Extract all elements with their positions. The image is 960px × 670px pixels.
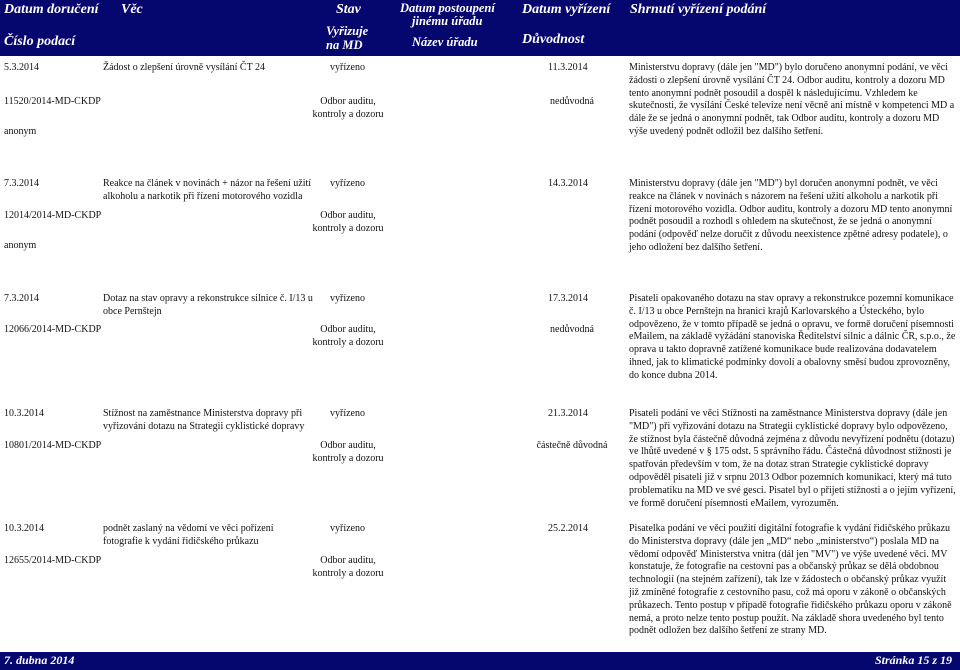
row-handler: Odbor auditu, kontroly a dozoru: [312, 96, 384, 120]
header-cislo-podaci: Číslo podací: [4, 34, 76, 49]
header-nazev-uradu: Název úřadu: [412, 35, 478, 49]
row-date: 5.3.2014: [4, 62, 39, 73]
row-date: 7.3.2014: [4, 178, 39, 189]
row-status: vyřízeno: [330, 178, 365, 189]
row-status: vyřízeno: [330, 523, 365, 534]
row-subject: Stížnost na zaměstnance Ministerstva dopravy při vyřizování dotazu na Strategii cyklistické dopravy: [103, 408, 305, 432]
row-date: 7.3.2014: [4, 293, 39, 304]
row-date: 10.3.2014: [4, 408, 44, 419]
header-datum-doruceni: Datum doručení: [4, 2, 99, 17]
header-shrnuti: Shrnutí vyřízení podání: [630, 2, 767, 17]
row-submitter: anonym: [4, 240, 37, 251]
row-date: 10.3.2014: [4, 523, 44, 534]
row-summary: Pisateli podání ve věci Stížnosti na zaměstnance Ministerstva dopravy (dále jen "MD") při vyřizování dotazu na Strategii cyklistické dopravy bylo odpovězeno, že stížnost byla částečně důvodná zejména z důvodu nevyřízení podnětu (dotazu) ve lhůtě uvedené v § 175 odst. 5 správního řádu. Částečná důvodnost stížnosti je spatřován především v tom, že na dotaz stran Strategie cyklistické dopravy odpověděl pisateli již v srpnu 2013 Odbor pozemních komunikací, který má tuto problematiku na MD ve své gesci. Pisatel byl o přijetí stížnosti a o jejím vyřízení, ve formě doručení písemnosti eMailem, vyrozuměn.: [629, 408, 956, 509]
row-resolved-date: 17.3.2014: [548, 293, 588, 304]
row-handler: Odbor auditu, kontroly a dozoru: [312, 324, 384, 348]
row-number: 10801/2014-MD-CKDP: [4, 440, 102, 451]
row-subject: Žádost o zlepšení úrovně vysílání ČT 24: [103, 62, 266, 73]
row-merit: nedůvodná: [550, 96, 594, 107]
header-jinemu-uradu: jinému úřadu: [412, 14, 483, 28]
header-datum-vyrizeni: Datum vyřízení: [522, 2, 611, 17]
row-status: vyřízeno: [330, 408, 365, 419]
row-merit: částečně důvodná: [536, 440, 608, 451]
row-status: vyřízeno: [330, 62, 365, 73]
row-handler: Odbor auditu, kontroly a dozoru: [312, 210, 384, 234]
page-footer: [0, 652, 960, 670]
footer-page-number: Stránka 15 z 19: [874, 653, 952, 667]
row-subject: Reakce na článek v novinách + názor na řešení užití alkoholu a narkotik při řízení motorového vozidla: [103, 178, 312, 202]
row-summary: Pisatelka podání ve věci použití digitální fotografie k vydání řidičského průkazu do Ministerstva dopravy (dále jen „MD“ nebo „ministerstvo“) poslala MD na vědomí odpověď Ministerstva vnitra (dál jen "MV") ve výše uvedené věci. MV konstatuje, že fotografie na cestovní pas a občanský průkaz se dělá obdobnou technologií (na stejném zařízení), tak lze v žádostech o občanský průkaz využít již zmíněné fotografie z cestovního pasu, což má oporu v zákoně o občanských průkazech. Tento postup v případě fotografie řidičského průkazu oporu v zákoně nemá, a proto nelze tento postup použít. Na základě shora uvedeného byl tento podnět odložen bez dalšího šetření ze strany MD.: [629, 523, 952, 637]
header-datum-postoupeni: Datum postoupení: [400, 1, 495, 15]
header-na-md: na MD: [326, 38, 363, 52]
row-summary: Pisateli opakovaného dotazu na stav opravy a rekonstrukce pozemní komunikace č. I/13 u obce Pernštejn na hranici krajů Karlovarského a Ústeckého, bylo odpovězeno, že v tomto případě se jedná o opravu, ve formě doručení písemnosti eMailem, na základě vyžádání stanoviska Ředitelství silnic a dálnic ČR, s.p.o., že oprava u takto dopravně zatížené komunikace bude realizována dodavatelem ihned, jak to klimatické podmínky dovolí a obalovny směsí budou zprovozněny, do konce dubna 2014.: [629, 293, 956, 381]
row-number: 11520/2014-MD-CKDP: [4, 96, 101, 107]
row-merit: nedůvodná: [550, 324, 594, 335]
row-number: 12066/2014-MD-CKDP: [4, 324, 102, 335]
row-submitter: anonym: [4, 126, 37, 137]
header-stav: Stav: [336, 2, 361, 17]
row-handler: Odbor auditu, kontroly a dozoru: [312, 440, 384, 464]
header-duvodnost: Důvodnost: [522, 32, 585, 47]
header-vec: Věc: [121, 2, 143, 17]
row-resolved-date: 14.3.2014: [548, 178, 588, 189]
row-handler: Odbor auditu, kontroly a dozoru: [312, 555, 384, 579]
row-resolved-date: 25.2.2014: [548, 523, 588, 534]
footer-date: 7. dubna 2014: [4, 653, 75, 667]
row-number: 12014/2014-MD-CKDP: [4, 210, 102, 221]
row-summary: Ministerstvu dopravy (dále jen "MD") byl doručen anonymní podnět, ve věci reakce na článek v novinách s názorem na řešení užití alkoholu a narkotik při řízení motorového vozidla. Odbor auditu, kontroly a dozoru MD tento anonymní podnět posoudil a rozhodl s ohledem na skutečnost, že se jedná o anonymní podání (odpověď nelze doručit z důvodu neexistence zpětné adresy podatele), o jeho odložení bez dalšího šetření.: [629, 178, 953, 253]
row-subject: Dotaz na stav opravy a rekonstrukce silnice č. I/13 u obce Pernštejn: [103, 293, 313, 317]
row-number: 12655/2014-MD-CKDP: [4, 555, 102, 566]
row-resolved-date: 21.3.2014: [548, 408, 588, 419]
row-status: vyřízeno: [330, 293, 365, 304]
row-subject: podnět zaslaný na vědomí ve věci pořízení fotografie k vydání řidičského průkazu: [103, 523, 274, 547]
row-resolved-date: 11.3.2014: [548, 62, 588, 73]
row-summary: Ministerstvu dopravy (dále jen "MD") bylo doručeno anonymní podání, ve věci žádosti o zlepšení úrovně vysílání ČT 24. Odbor auditu, kontroly a dozoru MD tento anonymní podnět posoudil a dospěl k následujícímu. Vzhledem ke skutečnosti, že vysílání České televize není věcně ani místně v kompetenci MD a dále že se jedná o anonymní podnět, tak Odbor auditu, kontroly a dozoru MD výše uvedený podnět odložil bez dalšího šetření.: [629, 62, 955, 137]
header-vyrizuje: Vyřizuje: [326, 24, 369, 38]
